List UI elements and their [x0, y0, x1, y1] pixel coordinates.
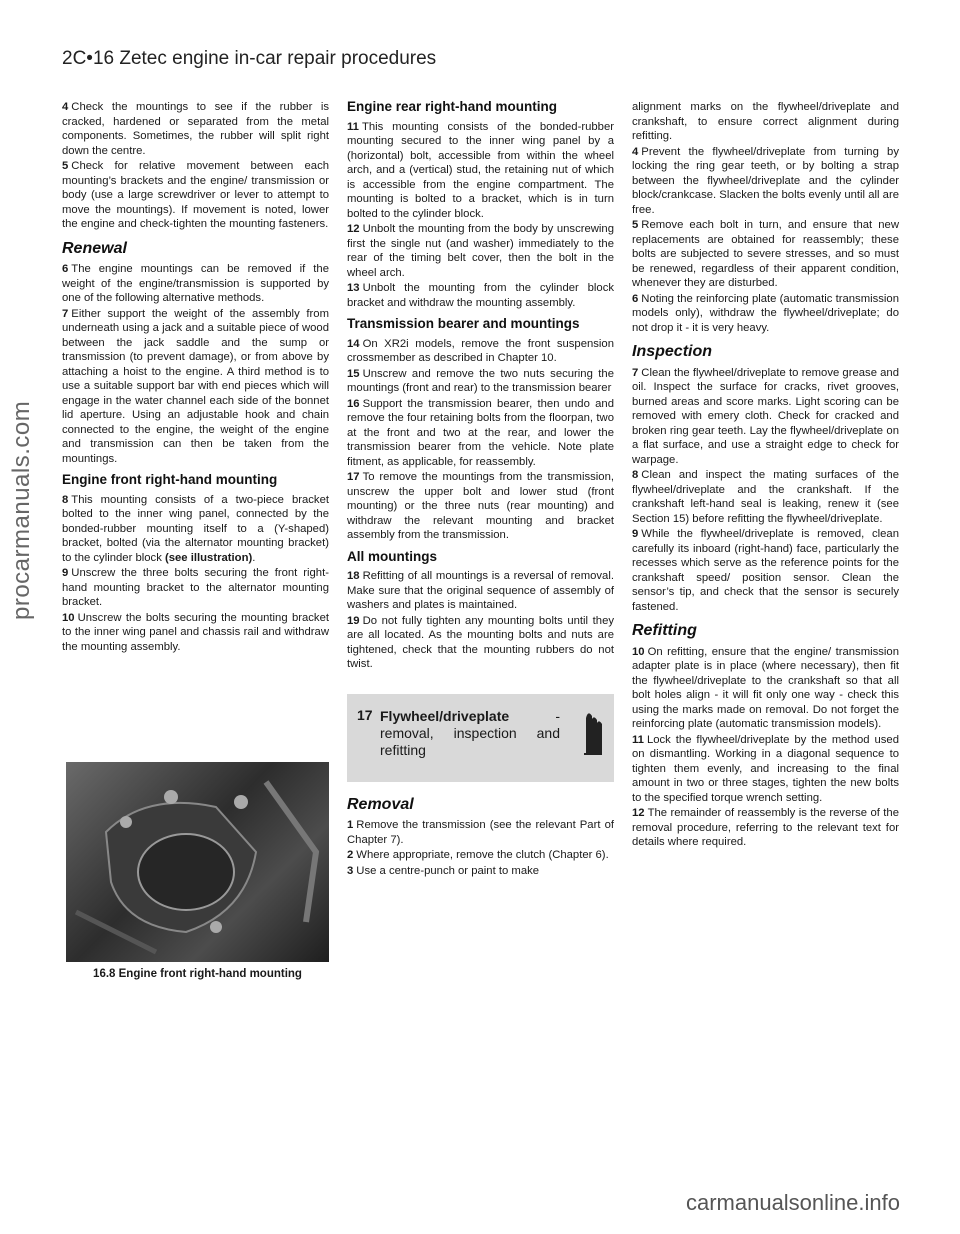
- paragraph: 6 Noting the reinforcing plate (automatic transmission models only), withdraw the flywheel/driveplate; do not drop it - it is very heavy.: [632, 292, 899, 334]
- side-watermark: procarmanuals.com: [8, 400, 35, 620]
- paragraph: 9 Unscrew the three bolts securing the front right-hand mounting bracket to the alternator mounting bracket.: [62, 567, 329, 608]
- column-2: [347, 100, 614, 879]
- paragraph: 2 Where appropriate, remove the clutch (Chapter 6).: [347, 849, 609, 861]
- section-title: Flywheel/driveplate - removal, inspection and refitting: [380, 707, 560, 758]
- section-number: 17: [357, 706, 373, 723]
- paragraph: 7 Either support the weight of the assembly from underneath using a jack and a suitable piece of wood between the jack saddle and the sump or transmission (to prevent damage), or from above by attaching a hoist to the engine. A third method is to use a suitable support bar with end pieces which will engage in the water channel each side of the bonnet lid aperture. Using an adjustable hook and chain connected to the engine, the weight of the engine and transmission can then be taken from the mountings.: [62, 307, 329, 465]
- paragraph: 17 To remove the mountings from the transmission, unscrew the upper bolt and lower stud (front mounting) or the three nuts (rear mounting) and withdraw the relevant mounting and bracket assembly from the transmission.: [347, 471, 614, 541]
- paragraph: 19 Do not fully tighten any mounting bolts until they are all located. As the mounting bolts and nuts are tightened, check that the mounting rubbers do not twist.: [347, 614, 614, 670]
- subheading-front-mounting: Engine front right-hand mounting: [62, 472, 278, 487]
- illustration-ref[interactable]: (see illustration): [164, 551, 253, 564]
- paragraph: 5 Check for relative movement between each mounting’s brackets and the engine/ transmission or body (use a large screwdriver or lever to attempt to move the mountings). If movement is noted, lower the engine and check-tighten the mounting fasteners.: [62, 160, 329, 230]
- paragraph: 10 On refitting, ensure that the engine/ transmission adapter plate is in place (where necessary), then fit the flywheel/driveplate to the crankshaft so that all bolt holes align - it will fit only one way - check this using the marks made on removal. Do not forget the reinforcing plate (automatic transmission models).: [632, 645, 899, 730]
- paragraph: 5 Remove each bolt in turn, and ensure that new replacements are obtained for reassembly; these bolts are subjected to severe stresses, and so must be renewed, regardless of their apparent condition, whenever they are disturbed.: [632, 219, 899, 289]
- paragraph: 15 Unscrew and remove the two nuts securing the mountings (front and rear) to the transmission bearer: [347, 367, 614, 394]
- paragraph: 18 Refitting of all mountings is a reversal of removal. Make sure that the original sequence of assembly of washers and plates is maintained.: [347, 570, 614, 611]
- paragraph: 8 Clean and inspect the mating surfaces of the flywheel/driveplate and the crankshaft. If the crankshaft left-hand seal is leaking, renew it (see Section 15) before refitting the flywheel/driveplate.: [632, 469, 899, 525]
- difficulty-rating-icon: [582, 708, 604, 756]
- subheading-all-mountings: All mountings: [347, 548, 437, 564]
- page-header: [62, 48, 436, 70]
- column-3: [632, 100, 899, 851]
- section-heading-inspection: Inspection: [632, 343, 713, 360]
- paragraph: 16 Support the transmission bearer, then undo and remove the four retaining bolts from the floorpan, two at the front and two at the rear, and lower the transmission bearer from the vehicle. Note plate fitment, as applicable, for reassembly.: [347, 397, 614, 468]
- footer-watermark: carmanualsonline.info: [685, 1190, 900, 1215]
- paragraph: 6 The engine mountings can be removed if the weight of the engine/transmission is supported by one of the following alternative methods.: [62, 263, 329, 304]
- paragraph: 14 On XR2i models, remove the front suspension crossmember as described in Chapter 10.: [347, 337, 614, 364]
- section-heading-refitting: Refitting: [632, 622, 697, 639]
- paragraph: 9 While the flywheel/driveplate is removed, clean carefully its inboard (right-hand) face, particularly the recesses which serve as the reference points for the crankshaft speed/ position sensor. Clean the sensor’s tip, and check that the sensor is securely fastened.: [632, 528, 899, 613]
- paragraph: 11 This mounting consists of the bonded-rubber mounting secured to the inner wing panel by a (horizontal) bolt, accessible from within the wheel arch, and a (vertical) stud, the retaining nut of which is accessible from the engine compartment. The mounting is bolted to a bracket, which is in turn bolted to the cylinder block.: [347, 120, 614, 220]
- subheading-transmission: Transmission bearer and mountings: [347, 316, 580, 331]
- paragraph: 11 Lock the flywheel/driveplate by the method used on dismantling. Working in a diagonal sequence to tighten them evenly, and increasing to the final amount in two or three stages, tighten the new bolts to the specified torque wrench setting.: [632, 733, 899, 804]
- page-title: 2C•16 Zetec engine in-car repair procedures: [62, 48, 437, 69]
- paragraph: 3 Use a centre-punch or paint to make: [347, 864, 540, 877]
- engine-mounting-photo: [66, 762, 329, 962]
- subheading-rear-mounting: Engine rear right-hand mounting: [347, 99, 557, 114]
- paragraph: 13 Unbolt the mounting from the cylinder block bracket and withdraw the mounting assembly.: [347, 282, 614, 309]
- section-header-box: [347, 694, 614, 782]
- paragraph: 4 Prevent the flywheel/driveplate from turning by locking the ring gear teeth, or by bolting a strap between the flywheel/driveplate and the cylinder block/crankcase. Slacken the bolts evenly until all are free.: [632, 145, 899, 216]
- paragraph: 10 Unscrew the bolts securing the mounting bracket to the inner wing panel and chassis rail and withdraw the mounting assembly.: [62, 611, 329, 653]
- paragraph: 8 This mounting consists of a two-piece bracket bolted to the inner wing panel, connected by the bonded-rubber mounting itself to a (Y-shaped) bracket, bolted (via the alternator mounting bracket) to the cylinder block (see illustration).: [62, 493, 329, 564]
- paragraph: alignment marks on the flywheel/driveplate and crankshaft, to ensure correct alignment during refitting.: [632, 101, 899, 142]
- paragraph: 12 The remainder of reassembly is the reverse of the removal procedure, referring to the relevant text for details where required.: [632, 807, 899, 848]
- column-1: [62, 100, 329, 655]
- paragraph: 7 Clean the flywheel/driveplate to remove grease and oil. Inspect the surface for cracks, rivet grooves, burned areas and score marks. Light scoring can be removed with emery cloth. Check for cracked and broken ring gear teeth. Lay the flywheel/driveplate on a flat surface, and use a straight edge to check for warpage.: [632, 366, 899, 466]
- photo-caption: 16.8 Engine front right-hand mounting: [93, 968, 302, 980]
- paragraph: 12 Unbolt the mounting from the body by unscrewing first the single nut (and washer) immediately to the rear of the timing belt cover, then the bolt in the wheel arch.: [347, 223, 614, 279]
- section-heading-removal: Removal: [347, 795, 414, 813]
- photo-illustration: [66, 762, 329, 962]
- paragraph: 1 Remove the transmission (see the relevant Part of Chapter 7).: [347, 819, 614, 846]
- paragraph: 4 Check the mountings to see if the rubber is cracked, hardened or separated from the metal components. Sometimes, the rubber will split right down the centre.: [62, 101, 329, 157]
- section-heading-renewal: Renewal: [62, 239, 127, 257]
